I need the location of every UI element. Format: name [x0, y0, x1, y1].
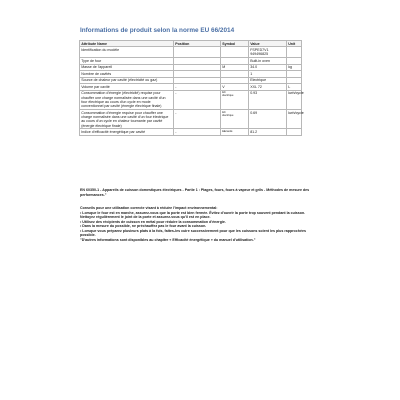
cell-value: 81.2	[249, 129, 287, 135]
advice-line: • Dans la mesure du possible, ne préchauffez pas le four avant la cuisson.	[80, 224, 207, 228]
cell-position: -	[174, 110, 221, 129]
header-position: Position	[174, 41, 221, 47]
cell-value: FSPED7V1 949496825	[249, 47, 287, 58]
symbol-subscript: cavité	[225, 130, 233, 134]
advice-heading: Conseils pour une utilisation correcte visant à réduire l'impact environnemental:	[80, 206, 218, 210]
advice-line: "D'autres informations sont disponibles au chapitre « Efficacité énergétique » du manuel d'utilisation."	[80, 237, 256, 242]
table-row	[80, 90, 302, 109]
cell-value: 0.93	[249, 90, 287, 109]
cell-attribute: Consommation d'énergie (électricité) requise pour chauffer une charge normalisée dans une cavité d'un four électrique au cours d'un cycle en mode conventionnel par cavité (énergie électrique finale)	[80, 90, 174, 109]
symbol-subscript: électrique	[222, 94, 234, 98]
cell-unit: kwh/cycle	[287, 110, 302, 129]
symbol-subscript: électrique	[222, 113, 234, 117]
cell-position: -	[174, 129, 221, 135]
symbol-text: EC	[222, 110, 226, 114]
advice-line: • Lorsque le four est en marche, assurez-vous que la porte est bien fermée. Évitez d'ouvrir la porte trop souvent pendant la cuisson. Nettoyez régulièrement le joint de la porte et assurez-vous qu'il est en place.	[80, 210, 306, 219]
cell-attribute: Type de four	[80, 58, 174, 64]
cell-symbol	[221, 110, 249, 129]
cell-symbol: M	[221, 64, 249, 70]
cell-value: XXL 72	[249, 84, 287, 90]
cell-attribute: Indice d'efficacité énergétique par cavité	[80, 129, 174, 135]
cell-symbol: V	[221, 84, 249, 90]
cell-attribute: Masse de l'appareil	[80, 64, 174, 70]
header-symbol: Symbol	[221, 41, 249, 47]
cell-symbol	[221, 90, 249, 109]
environmental-advice	[80, 206, 318, 242]
table-row	[80, 47, 302, 58]
advice-line: • Utilisez des récipients de cuisson en métal pour réduire la consommation d'énergie.	[80, 219, 226, 224]
header-attribute-name: Attribute Name	[80, 41, 174, 47]
product-info-table	[79, 40, 302, 136]
cell-value: Built-in oven	[249, 58, 287, 64]
cell-value: 1	[249, 71, 287, 77]
cell-value: Electrique	[249, 77, 287, 83]
symbol-text: EC	[222, 91, 226, 95]
cell-value: 0.69	[249, 110, 287, 129]
table-row	[80, 129, 302, 135]
cell-attribute: Identification du modèle	[80, 47, 174, 58]
cell-value: 34.0	[249, 64, 287, 70]
cell-position	[174, 47, 221, 58]
cell-unit: L	[287, 84, 302, 90]
advice-line: • Lorsque vous préparez plusieurs plats à la fois, faites-les cuire successivement pour que les cuissons soient les plus rapprochées possible.	[80, 228, 306, 237]
symbol-text: EE	[222, 130, 226, 134]
cell-attribute: Volume par cavité	[80, 84, 174, 90]
header-value: Value	[249, 41, 287, 47]
header-unit: Unit	[287, 41, 302, 47]
cell-symbol	[221, 129, 249, 135]
cell-symbol	[221, 47, 249, 58]
cell-attribute: Nombre de cavités	[80, 71, 174, 77]
cell-unit	[287, 47, 302, 58]
cell-attribute: Consommation d'énergie requise pour chauffer une charge normalisée dans une cavité d'un four électrique au cours d'un cycle en chaleur tournante par cavité (énergie électrique finale)	[80, 110, 174, 129]
page-title: Informations de produit selon la norme EU 66/2014	[80, 27, 235, 34]
cell-unit	[287, 129, 302, 135]
cell-unit: kwh/cycle	[287, 90, 302, 109]
standard-reference: EN 60350-1 - Appareils de cuisson domestiques électriques - Partie 1 : Plages, fours, fours à vapeur et grils - Méthodes de mesure des performances."	[80, 188, 310, 197]
cell-unit: kg	[287, 64, 302, 70]
cell-attribute: Source de chaleur par cavité (électricité ou gaz)	[80, 77, 174, 83]
cell-position: -	[174, 84, 221, 90]
cell-position: -	[174, 90, 221, 109]
table-row	[80, 110, 302, 129]
